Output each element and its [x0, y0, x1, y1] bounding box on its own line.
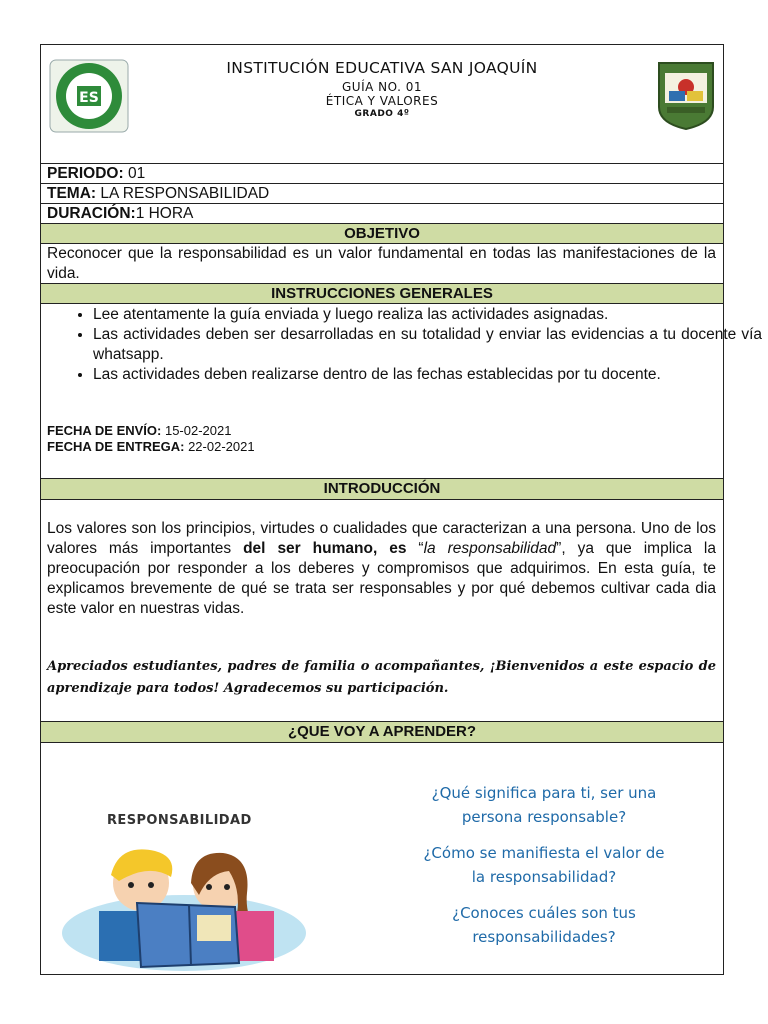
list-item: • Lee atentamente la guía enviada y luego realiza las actividades asignadas.	[93, 305, 762, 325]
introduction-heading: INTRODUCCIÓN	[41, 479, 723, 500]
introduction-row	[41, 500, 723, 722]
illustration-label: RESPONSABILIDAD	[107, 813, 252, 828]
svg-text:ES: ES	[79, 90, 99, 106]
question-1: ¿Qué significa para ti, ser una persona responsable?	[431, 784, 657, 826]
intro-text: Los valores son los principios, virtudes o cualidades que caracterizan a una persona. Uno de los valores más importantes	[47, 520, 716, 557]
topic-value: LA RESPONSABILIDAD	[96, 185, 270, 202]
send-date-label: FECHA DE ENVÍO:	[47, 423, 162, 438]
intro-bold-text: del ser humano, es	[243, 540, 407, 557]
header-row	[41, 45, 723, 164]
period-value: 01	[123, 165, 146, 182]
period-row	[41, 164, 723, 184]
due-date-value: 22-02-2021	[184, 439, 255, 454]
instructions-list	[47, 305, 762, 385]
question-2: ¿Cómo se manifiesta el valor de la responsabilidad?	[423, 844, 665, 886]
welcome-message: Apreciados estudiantes, padres de familia o acompañantes, ¡Bienvenidos a este espacio de aprendizaje para todos! Agradecemos su participación.	[47, 659, 716, 696]
duration-row	[41, 204, 723, 224]
children-reading-illustration	[59, 833, 309, 973]
objective-text: Reconocer que la responsabilidad es un valor fundamental en todas las manifestaciones de la vida.	[47, 245, 716, 282]
intro-italic-text: la responsabilidad	[423, 540, 557, 557]
send-date	[47, 423, 231, 439]
institution-title: INSTITUCIÓN EDUCATIVA SAN JOAQUÍN	[226, 59, 538, 77]
learn-heading: ¿QUE VOY A APRENDER?	[41, 722, 723, 743]
instructions-heading: INSTRUCCIONES GENERALES	[41, 284, 723, 304]
document-frame	[40, 44, 762, 975]
due-date-label: FECHA DE ENTREGA:	[47, 439, 185, 454]
duration-value: 1 HORA	[135, 205, 194, 222]
intro-text-end: ”, ya que implica la preocupación por responder a los deberes y compromisos que adquirimos. En esta guía, te explicamos brevemente de qué se trata ser responsables y por qué debemos cultivar cada dia este valor en nuestras vidas.	[47, 540, 716, 617]
subject-title: ÉTICA Y VALORES	[325, 94, 439, 108]
objective-heading: OBJETIVO	[41, 224, 723, 244]
grade-label: GRADO 4º	[354, 109, 410, 119]
list-item: • Las actividades deben ser desarrolladas en su totalidad y enviar las evidencias a tu docente vía whatsapp.	[93, 325, 762, 365]
learn-row	[41, 743, 723, 975]
topic-label: TEMA:	[47, 185, 97, 202]
objective-row	[41, 244, 723, 284]
due-date	[47, 439, 255, 455]
school-crest-logo	[657, 61, 715, 131]
duration-label: DURACIÓN:	[47, 205, 136, 222]
question-3: ¿Conoces cuáles son tus responsabilidades?	[452, 904, 636, 946]
topic-row	[41, 184, 723, 204]
send-date-value: 15-02-2021	[161, 423, 232, 438]
period-label: PERIODO:	[47, 165, 124, 182]
instructions-row	[41, 304, 762, 479]
list-item: • Las actividades deben realizarse dentro de las fechas establecidas por tu docente.	[93, 365, 762, 385]
guide-number: GUÍA NO. 01	[342, 80, 422, 94]
introduction-paragraph	[47, 519, 716, 619]
intro-quote: “	[406, 540, 424, 557]
